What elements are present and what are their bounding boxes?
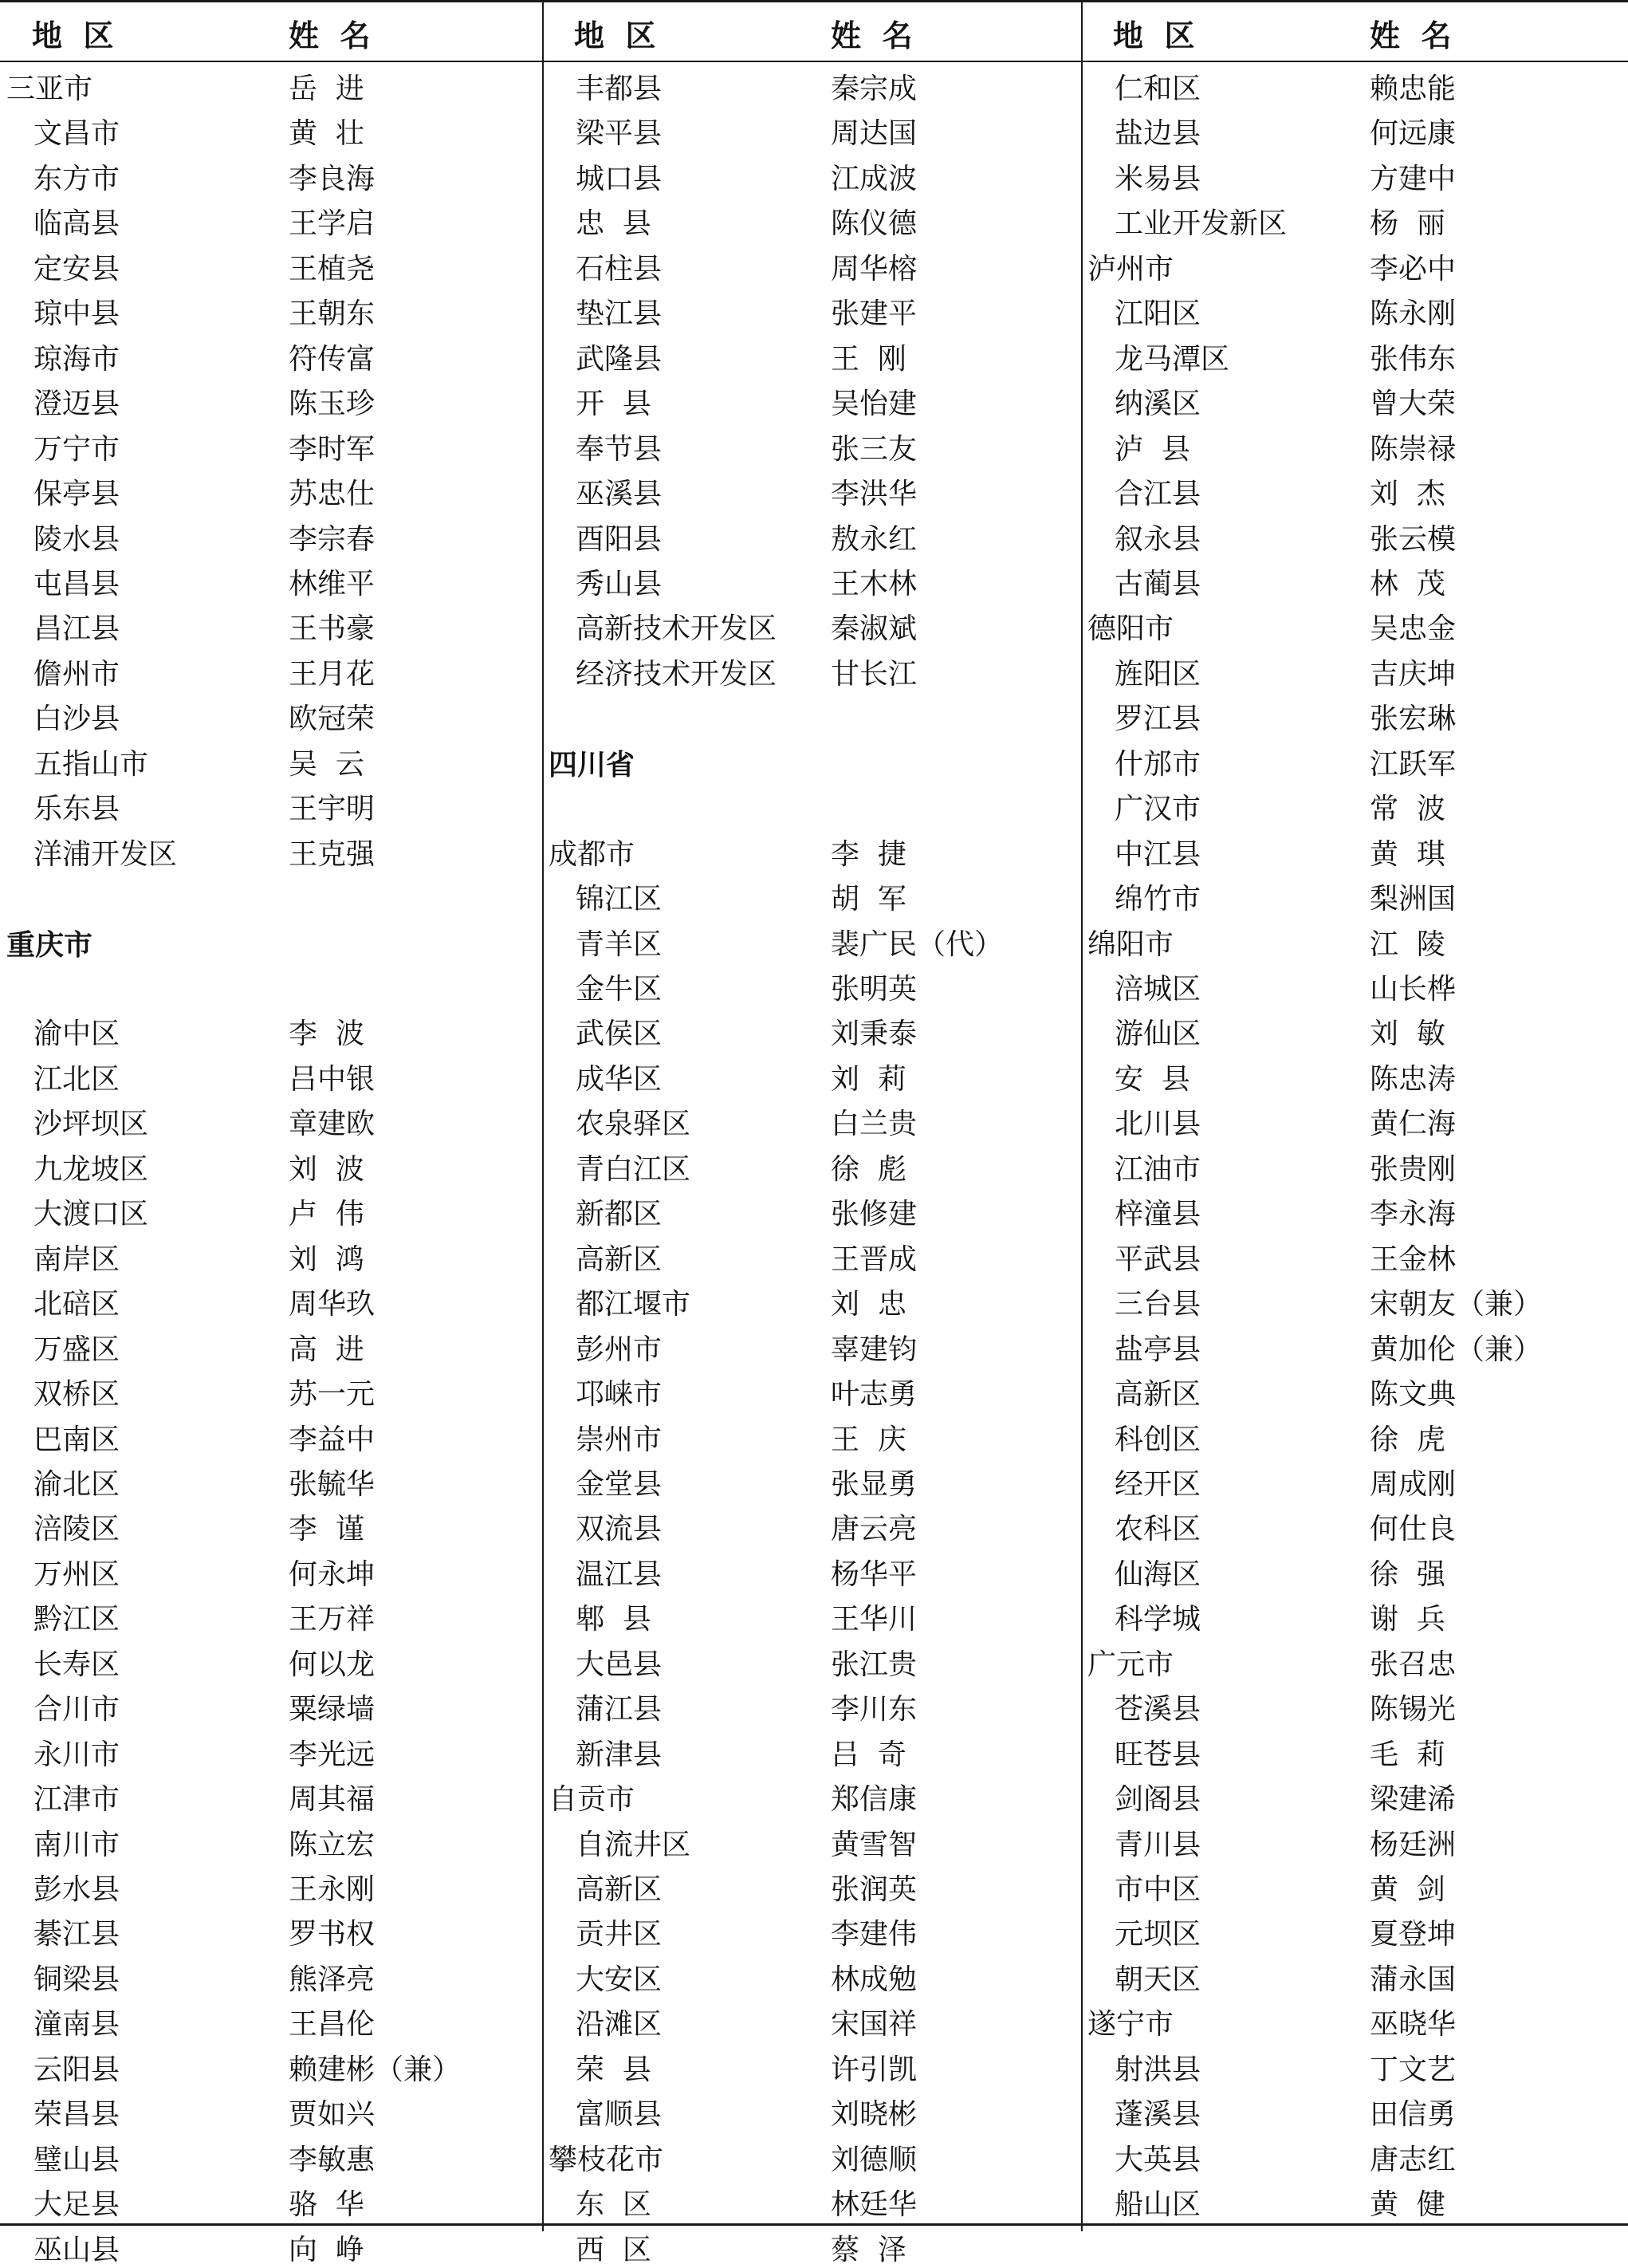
person-name: 刘 杰	[1370, 478, 1445, 511]
region-name: 琼中县	[33, 297, 120, 331]
person-name: 吕中银	[289, 1062, 376, 1096]
person-name: 张修建	[831, 1198, 918, 1231]
person-name: 赖建彬（兼）	[289, 2053, 462, 2086]
person-name: 吴怡建	[831, 388, 918, 421]
region-name: 梁平县	[576, 117, 663, 151]
person-name: 张云模	[1370, 522, 1457, 556]
person-name: 甘长江	[831, 657, 918, 691]
region-name: 绵竹市	[1115, 883, 1201, 916]
region-name: 东方市	[33, 162, 120, 195]
person-name: 刘德顺	[831, 2143, 918, 2176]
region-name: 大英县	[1115, 2143, 1201, 2176]
person-name: 秦淑斌	[831, 612, 918, 646]
region-name: 邛崃市	[576, 1378, 663, 1412]
region-name: 儋州市	[33, 657, 120, 691]
person-name: 李 波	[289, 1018, 364, 1051]
region-name: 蓬溪县	[1115, 2098, 1201, 2132]
person-name: 张毓华	[289, 1467, 376, 1501]
region-name: 金堂县	[576, 1467, 663, 1501]
region-name: 合江县	[1115, 478, 1201, 511]
region-name: 旌阳区	[1115, 657, 1201, 691]
person-name: 张润英	[831, 1873, 918, 1906]
region-name: 武隆县	[576, 342, 663, 376]
person-name: 黄 剑	[1370, 1873, 1445, 1906]
region-name: 五指山市	[33, 747, 149, 781]
person-name: 江跃军	[1370, 747, 1457, 781]
region-name: 市中区	[1115, 1873, 1201, 1906]
region-name: 新津县	[576, 1738, 663, 1771]
region-name: 船山区	[1115, 2188, 1201, 2222]
region-name: 昌江县	[33, 612, 120, 646]
person-name: 李川东	[831, 1693, 918, 1727]
person-name: 刘秉泰	[831, 1018, 918, 1051]
person-name: 陈忠涛	[1370, 1062, 1457, 1096]
person-name: 李 谨	[289, 1513, 364, 1546]
region-name: 仁和区	[1115, 73, 1201, 105]
region-name: 西 区	[576, 2233, 651, 2266]
person-name: 符传富	[289, 342, 376, 376]
region-name: 朝天区	[1115, 1963, 1201, 1996]
region-name: 涪陵区	[33, 1513, 120, 1546]
region-name: 陵水县	[33, 522, 120, 556]
person-name: 王月花	[289, 657, 376, 691]
region-name: 丰都县	[576, 73, 663, 105]
person-name: 王金林	[1370, 1242, 1457, 1276]
region-name: 富顺县	[576, 2098, 663, 2132]
person-name: 贾如兴	[289, 2098, 376, 2132]
region-name: 中江县	[1115, 837, 1201, 871]
region-name: 秀山县	[576, 567, 663, 600]
region-name: 忠 县	[576, 207, 651, 241]
region-name: 新都区	[576, 1198, 663, 1231]
region-name: 游仙区	[1115, 1018, 1201, 1051]
person-name: 王宇明	[289, 793, 376, 826]
region-name: 渝中区	[33, 1018, 120, 1051]
person-name: 李宗春	[289, 522, 376, 556]
region-name: 旺苍县	[1115, 1738, 1201, 1771]
person-name: 杨 丽	[1370, 207, 1445, 241]
person-name: 李时军	[289, 432, 376, 466]
region-name: 绵阳市	[1087, 927, 1174, 961]
person-name: 李益中	[289, 1423, 376, 1456]
person-name: 李洪华	[831, 478, 918, 511]
region-name: 高新区	[1115, 1378, 1201, 1412]
region-name: 泸州市	[1087, 252, 1174, 285]
person-name: 赖忠能	[1370, 73, 1457, 105]
person-name: 卢 伟	[289, 1198, 364, 1231]
region-name: 江阳区	[1115, 297, 1201, 331]
person-name: 周达国	[831, 117, 918, 151]
region-name: 经济技术开发区	[576, 657, 777, 691]
person-name: 李必中	[1370, 252, 1457, 285]
region-name: 苍溪县	[1115, 1693, 1201, 1727]
person-name: 王华川	[831, 1603, 918, 1636]
person-name: 黄雪智	[831, 1828, 918, 1861]
region-name: 元坝区	[1115, 1918, 1201, 1951]
person-name: 江成波	[831, 162, 918, 195]
region-name: 高新区	[576, 1242, 663, 1276]
region-name: 大足县	[33, 2188, 120, 2222]
region-name: 高新技术开发区	[576, 612, 777, 646]
person-name: 许引凯	[831, 2053, 918, 2086]
region-name: 郫 县	[576, 1603, 651, 1636]
region-name: 自贡市	[549, 1783, 635, 1817]
column-1	[0, 0, 542, 2266]
person-name: 陈崇禄	[1370, 432, 1457, 466]
person-name: 刘 忠	[831, 1288, 906, 1321]
region-name: 金牛区	[576, 973, 663, 1006]
region-name: 遂宁市	[1087, 2008, 1174, 2042]
region-name: 奉节县	[576, 432, 663, 466]
person-name: 李敏惠	[289, 2143, 376, 2176]
person-name: 黄仁海	[1370, 1108, 1457, 1141]
person-name: 王学启	[289, 207, 376, 241]
region-name: 泸 县	[1115, 432, 1190, 466]
region-name: 温江县	[576, 1557, 663, 1591]
person-name: 王万祥	[289, 1603, 376, 1636]
header-name: 姓 名	[831, 18, 913, 53]
person-name: 吉庆坤	[1370, 657, 1457, 691]
region-name: 南川市	[33, 1828, 120, 1861]
region-name: 农科区	[1115, 1513, 1201, 1546]
region-name: 大渡口区	[33, 1198, 149, 1231]
region-name: 罗江县	[1115, 703, 1201, 736]
person-name: 罗书权	[289, 1918, 376, 1951]
region-name: 定安县	[33, 252, 120, 285]
region-name: 乐东县	[33, 793, 120, 826]
region-name: 北碚区	[33, 1288, 120, 1321]
region-name: 工业开发新区	[1115, 207, 1288, 241]
person-name: 江 陵	[1370, 927, 1445, 961]
region-name: 洋浦开发区	[33, 837, 178, 871]
person-name: 林维平	[289, 567, 376, 600]
region-name: 垫江县	[576, 297, 663, 331]
person-name: 李永海	[1370, 1198, 1457, 1231]
person-name: 张明英	[831, 973, 918, 1006]
person-name: 章建欧	[289, 1108, 376, 1141]
person-name: 苏忠仕	[289, 478, 376, 511]
region-name: 双桥区	[33, 1378, 120, 1412]
region-name: 农泉驿区	[576, 1108, 691, 1141]
region-name: 屯昌县	[33, 567, 120, 600]
region-name: 长寿区	[33, 1648, 120, 1681]
person-name: 蔡 泽	[831, 2233, 906, 2266]
person-name: 吕 奇	[831, 1738, 906, 1771]
person-name: 宋朝友（兼）	[1370, 1288, 1543, 1321]
person-name: 熊泽亮	[289, 1963, 376, 1996]
region-name: 剑阁县	[1115, 1783, 1201, 1817]
region-name: 荣 县	[576, 2053, 651, 2086]
region-name: 大邑县	[576, 1648, 663, 1681]
header-name: 姓 名	[289, 18, 371, 53]
region-name: 锦江区	[576, 883, 663, 916]
region-name: 合川市	[33, 1693, 120, 1727]
header-region: 地 区	[1113, 18, 1195, 53]
section-heading: 重庆市	[6, 927, 93, 962]
person-name: 周华玖	[289, 1288, 376, 1321]
person-name: 山长桦	[1370, 973, 1457, 1006]
region-name: 青羊区	[576, 927, 663, 961]
region-name: 经开区	[1115, 1467, 1201, 1501]
person-name: 刘 波	[289, 1152, 364, 1186]
person-name: 周华榕	[831, 252, 918, 285]
person-name: 梨洲国	[1370, 883, 1457, 916]
region-name: 崇州市	[576, 1423, 663, 1456]
person-name: 何仕良	[1370, 1513, 1457, 1546]
person-name: 叶志勇	[831, 1378, 918, 1412]
person-name: 黄加伦（兼）	[1370, 1333, 1543, 1366]
person-name: 唐云亮	[831, 1513, 918, 1546]
header-name: 姓 名	[1370, 18, 1452, 53]
person-name: 秦宗成	[831, 73, 918, 105]
region-name: 临高县	[33, 207, 120, 241]
person-name: 唐志红	[1370, 2143, 1457, 2176]
region-name: 仙海区	[1115, 1557, 1201, 1591]
person-name: 何以龙	[289, 1648, 376, 1681]
region-name: 高新区	[576, 1873, 663, 1906]
header-region: 地 区	[574, 18, 656, 53]
region-name: 三亚市	[6, 73, 93, 105]
region-name: 万宁市	[33, 432, 120, 466]
person-name: 敖永红	[831, 522, 918, 556]
person-name: 杨廷洲	[1370, 1828, 1457, 1861]
region-name: 盐亭县	[1115, 1333, 1201, 1366]
person-name: 林 茂	[1370, 567, 1445, 600]
person-name: 王书豪	[289, 612, 376, 646]
region-name: 江津市	[33, 1783, 120, 1817]
region-name: 白沙县	[33, 703, 120, 736]
region-name: 大安区	[576, 1963, 663, 1996]
person-name: 陈玉珍	[289, 388, 376, 421]
region-name: 什邡市	[1115, 747, 1201, 781]
person-name: 黄 壮	[289, 117, 364, 151]
person-name: 刘 敏	[1370, 1018, 1445, 1051]
region-name: 琼海市	[33, 342, 120, 376]
person-name: 何远康	[1370, 117, 1457, 151]
person-name: 向 峥	[289, 2233, 364, 2266]
person-name: 王 庆	[831, 1423, 906, 1456]
region-name: 东 区	[576, 2188, 651, 2222]
region-name: 酉阳县	[576, 522, 663, 556]
region-name: 涪城区	[1115, 973, 1201, 1006]
region-name: 渝北区	[33, 1467, 120, 1501]
person-name: 张伟东	[1370, 342, 1457, 376]
region-name: 九龙坡区	[33, 1152, 149, 1186]
person-name: 王朝东	[289, 297, 376, 331]
region-name: 成都市	[549, 837, 635, 871]
person-name: 粟绿墙	[289, 1693, 376, 1727]
person-name: 王植尧	[289, 252, 376, 285]
region-name: 巴南区	[33, 1423, 120, 1456]
region-name: 江油市	[1115, 1152, 1201, 1186]
person-name: 辜建钧	[831, 1333, 918, 1366]
region-name: 德阳市	[1087, 612, 1174, 646]
person-name: 毛 莉	[1370, 1738, 1445, 1771]
person-name: 方建中	[1370, 162, 1457, 195]
person-name: 张显勇	[831, 1467, 918, 1501]
person-name: 徐 强	[1370, 1557, 1445, 1591]
person-name: 黄 健	[1370, 2188, 1445, 2222]
region-name: 南岸区	[33, 1242, 120, 1276]
person-name: 苏一元	[289, 1378, 376, 1412]
person-name: 王 刚	[831, 342, 906, 376]
region-name: 贡井区	[576, 1918, 663, 1951]
person-name: 何永坤	[289, 1557, 376, 1591]
region-name: 城口县	[576, 162, 663, 195]
region-name: 彭州市	[576, 1333, 663, 1366]
person-name: 刘 鸿	[289, 1242, 364, 1276]
person-name: 郑信康	[831, 1783, 918, 1817]
region-name: 澄迈县	[33, 388, 120, 421]
region-name: 叙永县	[1115, 522, 1201, 556]
region-name: 米易县	[1115, 162, 1201, 195]
region-name: 青白江区	[576, 1152, 691, 1186]
person-name: 张建平	[831, 297, 918, 331]
region-name: 成华区	[576, 1062, 663, 1096]
person-name: 徐 虎	[1370, 1423, 1445, 1456]
region-name: 沿滩区	[576, 2008, 663, 2042]
person-name: 白兰贵	[831, 1108, 918, 1141]
person-name: 周成刚	[1370, 1467, 1457, 1501]
region-name: 巫溪县	[576, 478, 663, 511]
person-name: 谢 兵	[1370, 1603, 1445, 1636]
region-name: 都江堰市	[576, 1288, 691, 1321]
person-name: 张贵刚	[1370, 1152, 1457, 1186]
region-name: 青川县	[1115, 1828, 1201, 1861]
region-name: 盐边县	[1115, 117, 1201, 151]
region-name: 双流县	[576, 1513, 663, 1546]
region-name: 万盛区	[33, 1333, 120, 1366]
person-name: 田信勇	[1370, 2098, 1457, 2132]
person-name: 梁建浠	[1370, 1783, 1457, 1817]
person-name: 裴广民（代）	[831, 927, 1004, 961]
region-name: 科学城	[1115, 1603, 1201, 1636]
region-name: 潼南县	[33, 2008, 120, 2042]
person-name: 岳 进	[289, 73, 364, 105]
person-name: 巫晓华	[1370, 2008, 1457, 2042]
person-name: 黄 琪	[1370, 837, 1445, 871]
person-name: 曾大荣	[1370, 388, 1457, 421]
region-name: 安 县	[1115, 1062, 1190, 1096]
region-name: 三台县	[1115, 1288, 1201, 1321]
region-name: 梓潼县	[1115, 1198, 1201, 1231]
person-name: 刘晓彬	[831, 2098, 918, 2132]
person-name: 王永刚	[289, 1873, 376, 1906]
person-name: 王木林	[831, 567, 918, 600]
region-name: 万州区	[33, 1557, 120, 1591]
region-name: 武侯区	[576, 1018, 663, 1051]
region-name: 射洪县	[1115, 2053, 1201, 2086]
person-name: 吴 云	[289, 747, 364, 781]
region-name: 保亭县	[33, 478, 120, 511]
person-name: 高 进	[289, 1333, 364, 1366]
region-name: 铜梁县	[33, 1963, 120, 1996]
region-name: 平武县	[1115, 1242, 1201, 1276]
region-name: 攀枝花市	[549, 2143, 664, 2176]
person-name: 李建伟	[831, 1918, 918, 1951]
person-name: 林成勉	[831, 1963, 918, 1996]
person-name: 蒲永国	[1370, 1963, 1457, 1996]
person-name: 宋国祥	[831, 2008, 918, 2042]
person-name: 王克强	[289, 837, 376, 871]
person-name: 丁文艺	[1370, 2053, 1457, 2086]
region-name: 荣昌县	[33, 2098, 120, 2132]
person-name: 陈文典	[1370, 1378, 1457, 1412]
region-name: 科创区	[1115, 1423, 1201, 1456]
region-name: 江北区	[33, 1062, 120, 1096]
person-name: 欧冠荣	[289, 703, 376, 736]
region-name: 自流井区	[576, 1828, 691, 1861]
person-name: 陈永刚	[1370, 297, 1457, 331]
region-name: 沙坪坝区	[33, 1108, 149, 1141]
person-name: 常 波	[1370, 793, 1445, 826]
region-name: 永川市	[33, 1738, 120, 1771]
region-name: 石柱县	[576, 252, 663, 285]
region-name: 云阳县	[33, 2053, 120, 2086]
region-name: 璧山县	[33, 2143, 120, 2176]
region-name: 龙马潭区	[1115, 342, 1230, 376]
region-name: 开 县	[576, 388, 651, 421]
person-name: 刘 莉	[831, 1062, 906, 1096]
person-name: 王晋成	[831, 1242, 918, 1276]
region-name: 黔江区	[33, 1603, 120, 1636]
region-name: 广元市	[1087, 1648, 1174, 1681]
person-name: 周其福	[289, 1783, 376, 1817]
person-name: 陈立宏	[289, 1828, 376, 1861]
section-heading: 四川省	[549, 747, 635, 782]
region-name: 古蔺县	[1115, 567, 1201, 600]
person-name: 徐 彪	[831, 1152, 906, 1186]
region-name: 文昌市	[33, 117, 120, 151]
region-name: 巫山县	[33, 2233, 120, 2266]
person-name: 张江贵	[831, 1648, 918, 1681]
person-name: 李良海	[289, 162, 376, 195]
person-name: 李光远	[289, 1738, 376, 1771]
person-name: 吴忠金	[1370, 612, 1457, 646]
person-name: 胡 军	[831, 883, 906, 916]
region-name: 綦江县	[33, 1918, 120, 1951]
region-name: 彭水县	[33, 1873, 120, 1906]
region-name: 北川县	[1115, 1108, 1201, 1141]
region-name: 蒲江县	[576, 1693, 663, 1727]
person-name: 杨华平	[831, 1557, 918, 1591]
person-name: 李 捷	[831, 837, 906, 871]
region-name: 广汉市	[1115, 793, 1201, 826]
person-name: 张召忠	[1370, 1648, 1457, 1681]
person-name: 王昌伦	[289, 2008, 376, 2042]
person-name: 陈仪德	[831, 207, 918, 241]
person-name: 林廷华	[831, 2188, 918, 2222]
person-name: 骆 华	[289, 2188, 364, 2222]
column-3	[1081, 0, 1628, 2231]
person-name: 张三友	[831, 432, 918, 466]
person-name: 夏登坤	[1370, 1918, 1457, 1951]
column-2	[542, 0, 1081, 2266]
region-name: 纳溪区	[1115, 388, 1201, 421]
person-name: 张宏琳	[1370, 703, 1457, 736]
header-region: 地 区	[32, 18, 114, 53]
person-name: 陈锡光	[1370, 1693, 1457, 1727]
